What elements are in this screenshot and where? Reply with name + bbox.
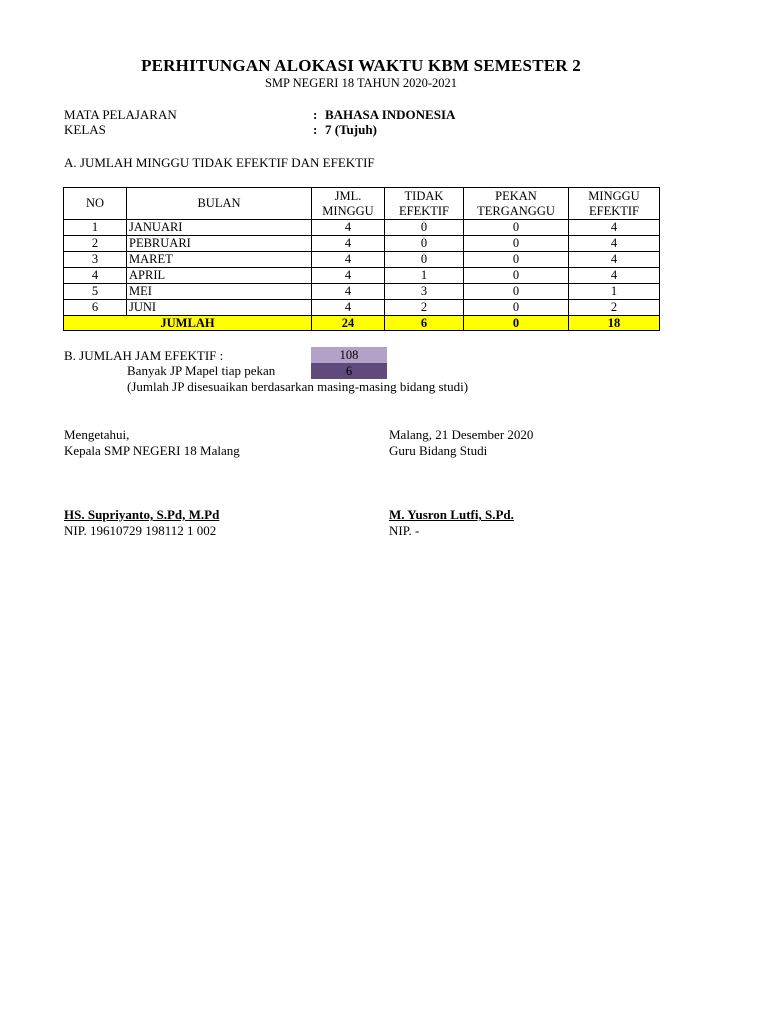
acknowledged-label: Mengetahui, (64, 427, 130, 442)
row-effective: 1 (569, 284, 660, 300)
row-effective: 4 (569, 236, 660, 252)
row-month: APRIL (127, 268, 312, 284)
row-disrupted: 0 (464, 268, 569, 284)
header-disrupted-line1: PEKAN (495, 188, 537, 203)
subject-label: MATA PELAJARAN (64, 107, 177, 122)
section-a-heading: A. JUMLAH MINGGU TIDAK EFEKTIF DAN EFEKTIF (64, 155, 375, 170)
place-date: Malang, 21 Desember 2020 (389, 427, 534, 442)
row-effective: 4 (569, 252, 660, 268)
row-no: 3 (64, 252, 127, 268)
row-noneffective: 1 (385, 268, 464, 284)
row-weeks: 4 (312, 268, 385, 284)
row-disrupted: 0 (464, 252, 569, 268)
row-no: 5 (64, 284, 127, 300)
class-value: 7 (Tujuh) (325, 122, 377, 137)
table-header-row (64, 188, 660, 220)
row-effective: 4 (569, 220, 660, 236)
row-no: 6 (64, 300, 127, 316)
total-effective: 18 (569, 316, 660, 331)
header-weeks-line1: JML. (334, 188, 362, 203)
row-effective: 4 (569, 268, 660, 284)
total-weeks: 24 (312, 316, 385, 331)
header-effective-line2: EFEKTIF (589, 203, 639, 218)
header-weeks (312, 188, 385, 220)
row-effective: 2 (569, 300, 660, 316)
header-noneffective (385, 188, 464, 220)
header-disrupted (464, 188, 569, 220)
table-row (64, 268, 660, 284)
header-weeks-line2: MINGGU (322, 203, 374, 218)
row-no: 1 (64, 220, 127, 236)
principal-title: Kepala SMP NEGERI 18 Malang (64, 443, 240, 458)
teacher-title: Guru Bidang Studi (389, 443, 488, 458)
subject-separator: : (313, 107, 318, 122)
row-weeks: 4 (312, 236, 385, 252)
section-b-heading: B. JUMLAH JAM EFEKTIF : (64, 348, 224, 363)
row-disrupted: 0 (464, 220, 569, 236)
table-row (64, 284, 660, 300)
total-noneffective: 6 (385, 316, 464, 331)
principal-name: HS. Supriyanto, S.Pd, M.Pd (64, 507, 220, 522)
row-month: JANUARI (127, 220, 312, 236)
row-no: 2 (64, 236, 127, 252)
header-noneffective-line2: EFEKTIF (399, 203, 449, 218)
page-title: PERHITUNGAN ALOKASI WAKTU KBM SEMESTER 2 (141, 56, 581, 75)
total-label: JUMLAH (64, 316, 312, 331)
header-disrupted-line2: TERGANGGU (477, 203, 555, 218)
row-disrupted: 0 (464, 284, 569, 300)
table-row (64, 300, 660, 316)
row-weeks: 4 (312, 252, 385, 268)
header-noneffective-line1: TIDAK (404, 188, 444, 203)
table-row (64, 252, 660, 268)
class-separator: : (313, 122, 318, 137)
jp-per-week-label: Banyak JP Mapel tiap pekan (127, 363, 276, 378)
principal-nip: NIP. 19610729 198112 1 002 (64, 523, 217, 538)
subject-value: BAHASA INDONESIA (325, 107, 456, 122)
row-noneffective: 0 (385, 220, 464, 236)
table-row (64, 220, 660, 236)
row-noneffective: 0 (385, 252, 464, 268)
row-disrupted: 0 (464, 300, 569, 316)
row-noneffective: 0 (385, 236, 464, 252)
row-disrupted: 0 (464, 236, 569, 252)
jp-note: (Jumlah JP disesuaikan berdasarkan masing-masing bidang studi) (127, 379, 469, 394)
row-month: MARET (127, 252, 312, 268)
total-row (64, 316, 660, 331)
row-weeks: 4 (312, 284, 385, 300)
row-noneffective: 2 (385, 300, 464, 316)
header-effective (569, 188, 660, 220)
table-row (64, 236, 660, 252)
effective-hours-value: 108 (311, 347, 387, 363)
row-noneffective: 3 (385, 284, 464, 300)
row-month: MEI (127, 284, 312, 300)
teacher-name: M. Yusron Lutfi, S.Pd. (389, 507, 514, 522)
total-disrupted: 0 (464, 316, 569, 331)
page-subtitle: SMP NEGERI 18 TAHUN 2020-2021 (264, 76, 458, 90)
row-month: PEBRUARI (127, 236, 312, 252)
teacher-nip: NIP. - (389, 523, 420, 538)
row-weeks: 4 (312, 300, 385, 316)
row-no: 4 (64, 268, 127, 284)
allocation-table (63, 187, 660, 331)
jp-per-week-value: 6 (311, 363, 387, 379)
row-weeks: 4 (312, 220, 385, 236)
row-month: JUNI (127, 300, 312, 316)
header-effective-line1: MINGGU (588, 188, 640, 203)
header-month: BULAN (127, 188, 312, 220)
header-no: NO (64, 188, 127, 220)
class-label: KELAS (64, 122, 106, 137)
